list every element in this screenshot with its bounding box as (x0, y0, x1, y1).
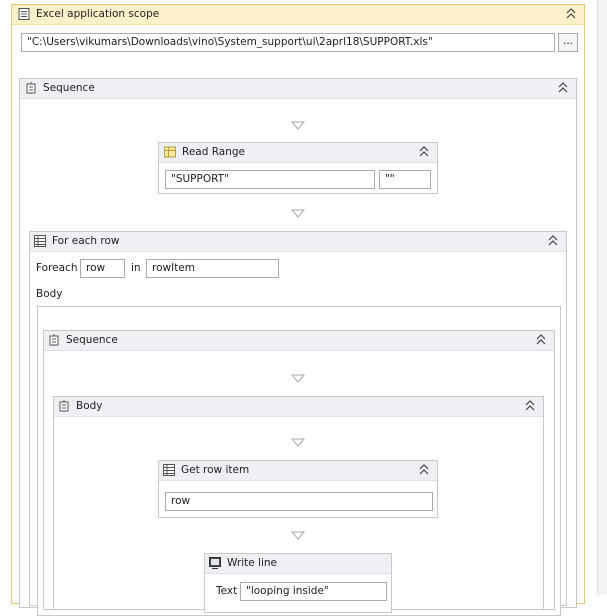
get-row-item-activity[interactable] (158, 460, 438, 518)
sheet-name-input[interactable]: "SUPPORT" (165, 170, 375, 189)
text-label: Text (216, 585, 238, 597)
read-range-icon (164, 146, 176, 158)
foreach-item-input[interactable]: row (80, 259, 125, 278)
drop-target-icon[interactable] (291, 121, 305, 130)
sequence-icon (58, 400, 70, 412)
read-range-title: Read Range (182, 146, 245, 158)
collapse-chevron-icon[interactable] (547, 234, 559, 248)
body-label: Body (36, 288, 63, 300)
drop-target-icon[interactable] (291, 438, 305, 447)
drop-target-icon[interactable] (291, 209, 305, 218)
sequence-inner-header[interactable] (44, 331, 554, 351)
drop-target-icon[interactable] (291, 531, 305, 540)
get-row-item-icon (163, 464, 175, 476)
sequence-outer-header[interactable] (20, 79, 576, 99)
excel-scope-header[interactable] (12, 5, 584, 25)
vertical-scrollbar[interactable] (597, 0, 607, 595)
collapse-chevron-icon[interactable] (535, 333, 547, 347)
range-input[interactable]: "" (379, 170, 431, 189)
drop-target-icon[interactable] (291, 374, 305, 383)
in-label: in (131, 262, 141, 274)
collapse-chevron-icon[interactable] (418, 463, 430, 477)
collapse-chevron-icon[interactable] (565, 7, 577, 21)
write-line-icon (209, 557, 221, 569)
write-line-header[interactable] (205, 554, 391, 574)
row-input[interactable]: row (165, 492, 433, 511)
sequence-icon (25, 82, 37, 94)
body-sequence-header[interactable] (54, 397, 543, 417)
sequence-icon (48, 334, 60, 346)
for-each-row-header[interactable] (30, 232, 566, 252)
write-line-text-input[interactable]: "looping inside" (240, 582, 387, 601)
excel-scope-title: Excel application scope (36, 8, 160, 20)
write-line-title: Write line (227, 557, 278, 569)
for-each-row-icon (34, 235, 46, 247)
collapse-chevron-icon[interactable] (557, 81, 569, 95)
sequence-outer-title: Sequence (43, 82, 95, 94)
workbook-path-input[interactable]: "C:\Users\vikumars\Downloads\vino\System_support\ui\2aprl18\SUPPORT.xls" (21, 33, 555, 52)
foreach-label: Foreach (36, 262, 78, 274)
body-sequence-title: Body (76, 400, 103, 412)
write-line-activity[interactable] (204, 553, 392, 613)
excel-scope-icon (18, 8, 30, 20)
collapse-chevron-icon[interactable] (524, 399, 536, 413)
sequence-inner-title: Sequence (66, 334, 118, 346)
foreach-collection-input[interactable]: rowItem (146, 259, 279, 278)
read-range-activity[interactable] (158, 142, 438, 194)
for-each-row-title: For each row (52, 235, 120, 247)
read-range-header[interactable] (159, 143, 437, 163)
get-row-item-title: Get row item (181, 464, 250, 476)
browse-button[interactable]: ... (558, 33, 578, 52)
collapse-chevron-icon[interactable] (418, 145, 430, 159)
get-row-item-header[interactable] (159, 461, 437, 481)
